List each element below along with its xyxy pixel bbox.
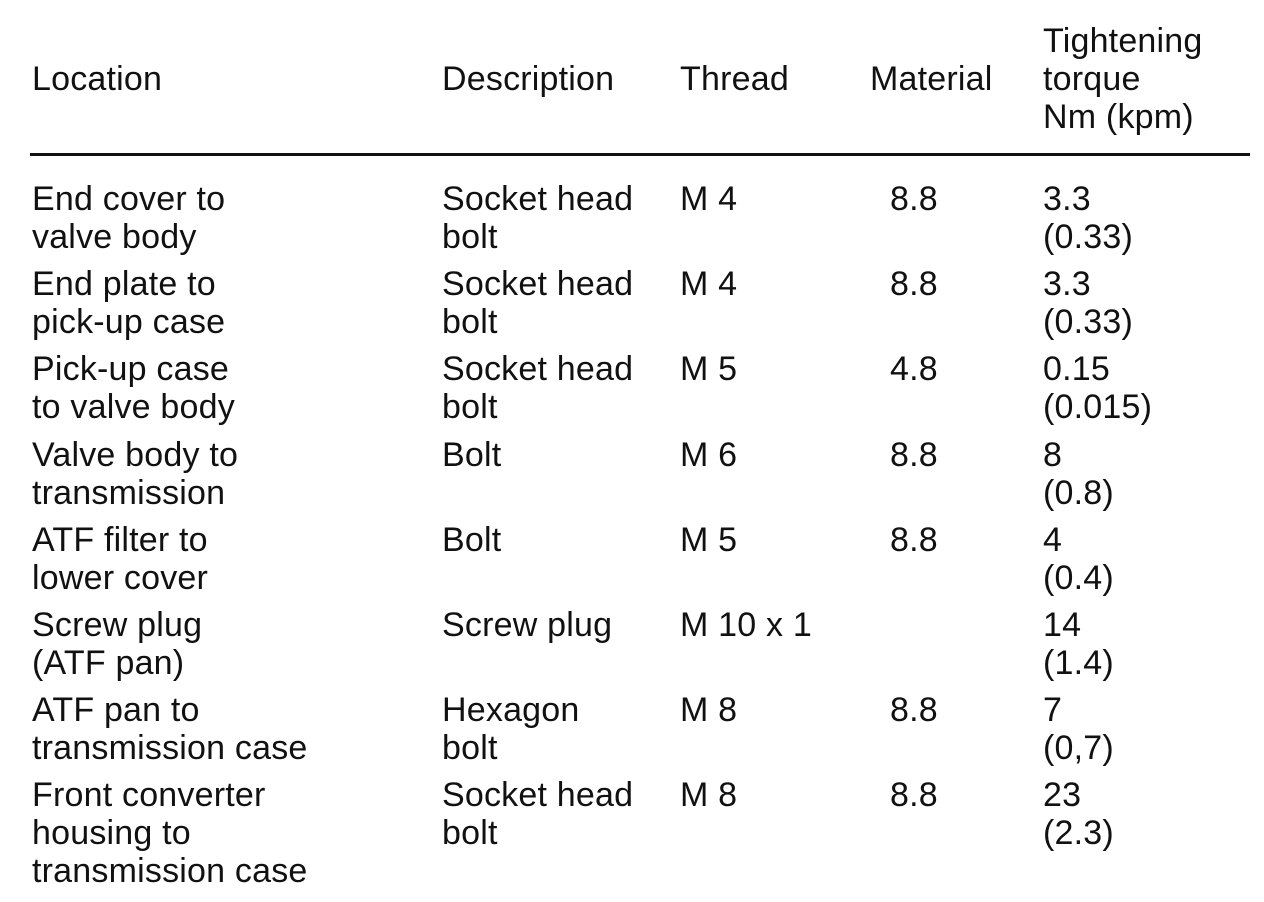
cell-location: Pick-up case to valve body — [32, 350, 235, 426]
cell-material: 8.8 — [890, 776, 938, 814]
cell-torque: 0.15 (0.015) — [1043, 350, 1153, 426]
cell-description: Bolt — [442, 436, 502, 474]
cell-torque: 4 (0.4) — [1043, 521, 1114, 597]
cell-description: Socket head bolt — [442, 350, 634, 426]
cell-torque: 3.3 (0.33) — [1043, 265, 1134, 341]
cell-description: Socket head bolt — [442, 265, 634, 341]
cell-torque: 7 (0,7) — [1043, 691, 1114, 767]
cell-description: Socket head bolt — [442, 180, 634, 256]
cell-thread: M 6 — [680, 436, 738, 474]
cell-description: Hexagon bolt — [442, 691, 580, 767]
header-description: Description — [442, 60, 615, 98]
cell-torque: 8 (0.8) — [1043, 436, 1114, 512]
header-divider — [30, 153, 1250, 156]
cell-thread: M 10 x 1 — [680, 606, 812, 644]
cell-material: 8.8 — [890, 521, 938, 559]
cell-torque: 23 (2.3) — [1043, 776, 1114, 852]
cell-location: End plate to pick-up case — [32, 265, 226, 341]
cell-thread: M 5 — [680, 350, 738, 388]
cell-location: Valve body to transmission — [32, 436, 239, 512]
cell-thread: M 5 — [680, 521, 738, 559]
cell-location: ATF filter to lower cover — [32, 521, 209, 597]
header-torque: Tightening torque Nm (kpm) — [1043, 22, 1203, 136]
cell-material: 8.8 — [890, 436, 938, 474]
header-thread: Thread — [680, 60, 789, 98]
cell-location: ATF pan to transmission case — [32, 691, 308, 767]
cell-description: Screw plug — [442, 606, 613, 644]
header-material: Material — [870, 60, 993, 98]
header-location: Location — [32, 60, 163, 98]
cell-thread: M 4 — [680, 265, 738, 303]
cell-location: End cover to valve body — [32, 180, 226, 256]
cell-material: 8.8 — [890, 265, 938, 303]
cell-thread: M 8 — [680, 691, 738, 729]
cell-description: Socket head bolt — [442, 776, 634, 852]
cell-thread: M 8 — [680, 776, 738, 814]
cell-torque: 3.3 (0.33) — [1043, 180, 1134, 256]
cell-thread: M 4 — [680, 180, 738, 218]
cell-torque: 14 (1.4) — [1043, 606, 1114, 682]
cell-location: Front converter housing to transmission case — [32, 776, 308, 890]
cell-material: 4.8 — [890, 350, 938, 388]
cell-material: 8.8 — [890, 180, 938, 218]
cell-description: Bolt — [442, 521, 502, 559]
cell-material: 8.8 — [890, 691, 938, 729]
cell-location: Screw plug (ATF pan) — [32, 606, 203, 682]
